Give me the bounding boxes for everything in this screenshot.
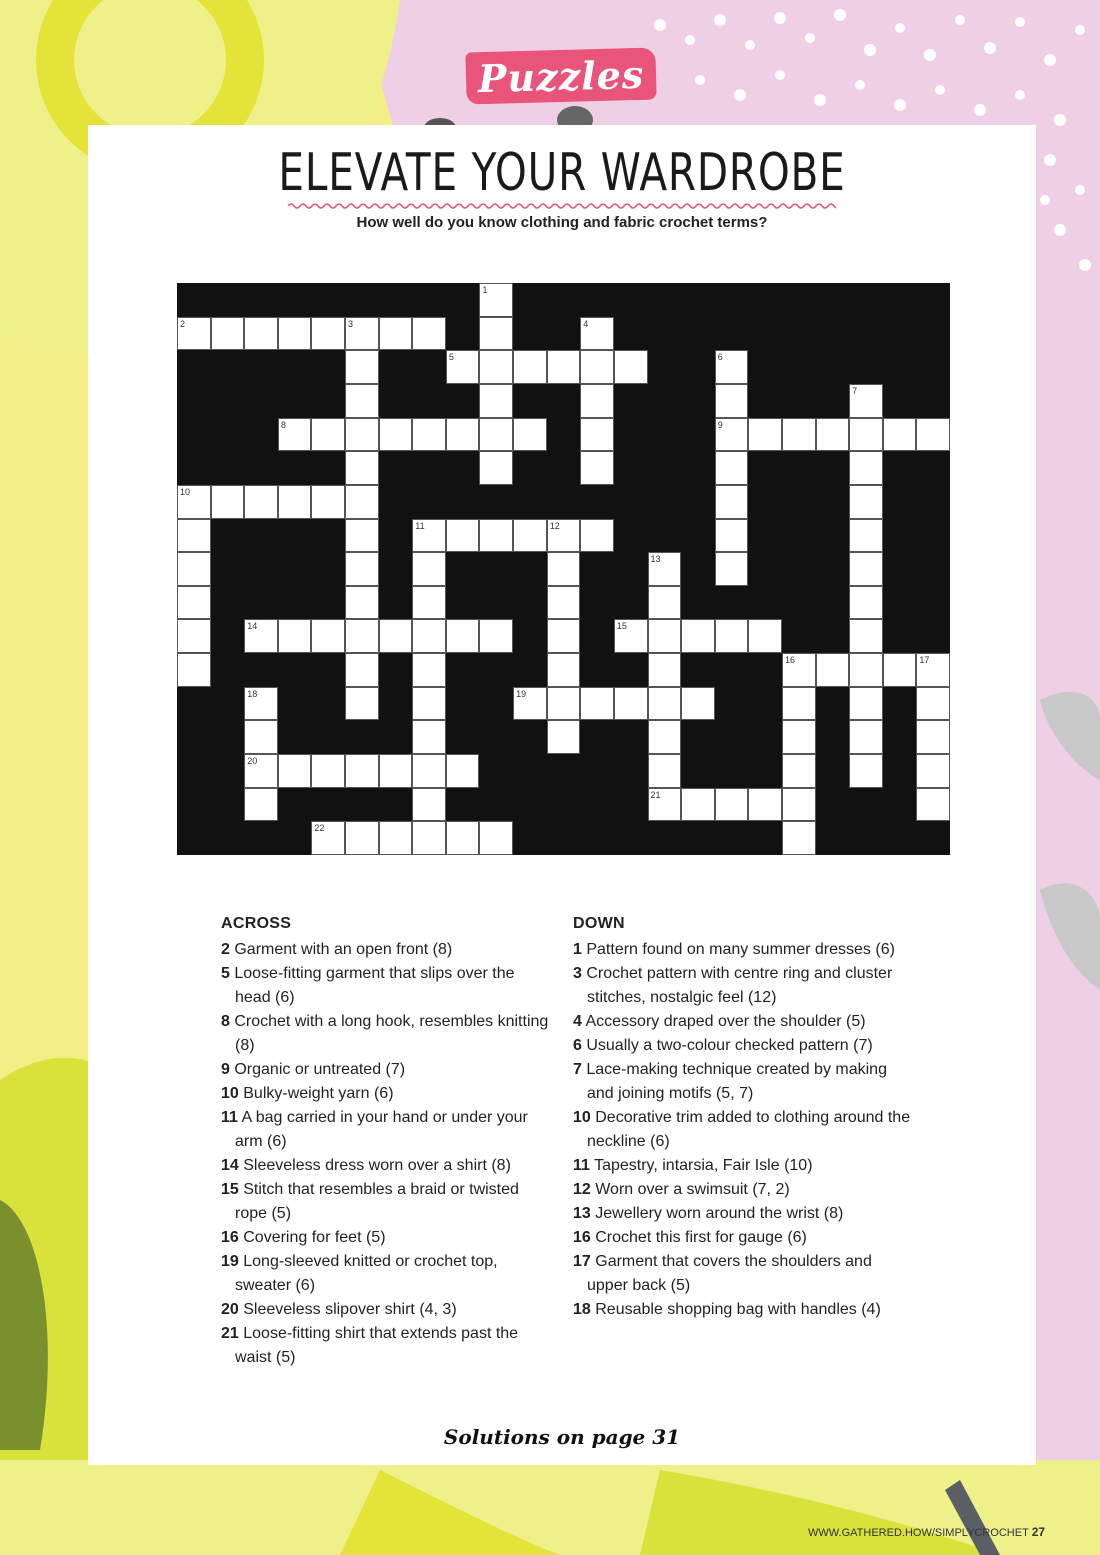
cell-number: 9 [717, 419, 723, 430]
grid-cell[interactable] [782, 418, 816, 452]
grid-cell[interactable] [446, 418, 480, 452]
grid-cell[interactable] [446, 821, 480, 855]
clue-item [573, 1250, 913, 1298]
clue-text: Long-sleeved knitted or crochet top, sweater (6) [235, 1253, 498, 1294]
grid-cell[interactable] [715, 552, 749, 586]
clue-text: Pattern found on many summer dresses (6) [581, 941, 895, 958]
grid-cell[interactable] [614, 350, 648, 384]
grid-cell[interactable] [715, 451, 749, 485]
cell-number: 21 [650, 789, 661, 800]
grid-cell[interactable] [748, 619, 782, 653]
cell-number: 14 [247, 621, 258, 632]
grid-cell[interactable] [177, 552, 211, 586]
grid-cell[interactable] [446, 619, 480, 653]
grid-cell[interactable] [412, 788, 446, 822]
clue-number: 16 [221, 1229, 239, 1246]
grid-cell[interactable] [412, 418, 446, 452]
cell-number: 15 [616, 621, 627, 632]
grid-cell[interactable] [782, 821, 816, 855]
grid-cell[interactable] [580, 418, 614, 452]
clue-item [573, 1202, 913, 1226]
clue-item [573, 1106, 913, 1154]
cell-number: 10 [180, 486, 191, 497]
grid-cell[interactable] [345, 519, 379, 553]
grid-cell[interactable] [479, 350, 513, 384]
solutions-note: Solutions on page 31 [443, 1425, 681, 1449]
clue-text: Crochet pattern with centre ring and cluster stitches, nostalgic feel (12) [581, 965, 893, 1006]
clue-item [573, 1226, 913, 1250]
grid-cell[interactable] [547, 687, 581, 721]
grid-cell[interactable] [782, 720, 816, 754]
clue-item [573, 1034, 913, 1058]
grid-cell[interactable] [244, 485, 278, 519]
grid-cell[interactable] [412, 821, 446, 855]
grid-cell[interactable] [479, 418, 513, 452]
clue-item [573, 1178, 913, 1202]
grid-cell[interactable] [311, 619, 345, 653]
grid-cell[interactable] [345, 552, 379, 586]
clue-number: 12 [573, 1181, 591, 1198]
clue-text: Jewellery worn around the wrist (8) [590, 1205, 844, 1222]
grid-cell[interactable] [849, 687, 883, 721]
grid-cell[interactable] [782, 653, 816, 687]
grid-cell[interactable] [412, 653, 446, 687]
grid-cell[interactable] [311, 418, 345, 452]
grid-cell[interactable] [412, 754, 446, 788]
grid-cell[interactable] [345, 619, 379, 653]
down-heading: DOWN [573, 915, 625, 932]
grid-cell[interactable] [311, 754, 345, 788]
clue-text: Organic or untreated (7) [229, 1061, 406, 1078]
cell-number: 17 [919, 655, 930, 666]
grid-cell[interactable] [177, 653, 211, 687]
grid-cell[interactable] [614, 619, 648, 653]
grid-cell[interactable] [916, 788, 950, 822]
grid-cell[interactable] [177, 586, 211, 620]
grid-cell[interactable] [244, 720, 278, 754]
clue-text: Tapestry, intarsia, Fair Isle (10) [589, 1157, 813, 1174]
clue-text: Accessory draped over the shoulder (5) [581, 1013, 866, 1030]
grid-cell[interactable] [849, 519, 883, 553]
clue-item [221, 1322, 551, 1370]
grid-cell[interactable] [580, 451, 614, 485]
grid-cell[interactable] [580, 384, 614, 418]
clue-number: 17 [573, 1253, 591, 1270]
grid-cell[interactable] [547, 552, 581, 586]
grid-cell[interactable] [782, 754, 816, 788]
clue-text: Crochet this first for gauge (6) [590, 1229, 807, 1246]
grid-cell[interactable] [580, 317, 614, 351]
grid-cell[interactable] [849, 754, 883, 788]
grid-cell[interactable] [547, 653, 581, 687]
grid-cell[interactable] [849, 552, 883, 586]
clue-item [573, 962, 913, 1010]
cell-number: 11 [415, 520, 425, 531]
clue-item [573, 1058, 913, 1106]
grid-cell[interactable] [278, 418, 312, 452]
clue-number: 16 [573, 1229, 591, 1246]
grid-cell[interactable] [849, 653, 883, 687]
grid-cell[interactable] [345, 418, 379, 452]
clue-item [573, 1010, 913, 1034]
grid-cell[interactable] [244, 788, 278, 822]
clue-number: 6 [573, 1037, 582, 1054]
cell-number: 5 [448, 352, 454, 363]
grid-cell[interactable] [345, 317, 379, 351]
grid-cell[interactable] [278, 485, 312, 519]
clue-number: 11 [221, 1109, 238, 1126]
grid-cell[interactable] [446, 754, 480, 788]
grid-cell[interactable] [345, 485, 379, 519]
grid-cell[interactable] [715, 384, 749, 418]
grid-cell[interactable] [849, 418, 883, 452]
grid-cell[interactable] [177, 317, 211, 351]
grid-cell[interactable] [345, 350, 379, 384]
grid-cell[interactable] [748, 788, 782, 822]
grid-cell[interactable] [311, 317, 345, 351]
grid-cell[interactable] [278, 619, 312, 653]
grid-cell[interactable] [816, 653, 850, 687]
clue-number: 20 [221, 1301, 239, 1318]
grid-cell[interactable] [883, 418, 917, 452]
grid-cell[interactable] [479, 317, 513, 351]
clue-number: 7 [573, 1061, 582, 1078]
grid-cell[interactable] [311, 821, 345, 855]
crossword-grid [177, 283, 950, 860]
grid-cell[interactable] [479, 619, 513, 653]
grid-cell[interactable] [311, 485, 345, 519]
grid-cell[interactable] [580, 519, 614, 553]
clue-text: Sleeveless dress worn over a shirt (8) [238, 1157, 511, 1174]
grid-cell[interactable] [916, 418, 950, 452]
page-number: 27 [1031, 1525, 1046, 1539]
grid-cell[interactable] [412, 619, 446, 653]
clue-text: Covering for feet (5) [238, 1229, 386, 1246]
clue-item [573, 938, 913, 962]
grid-cell[interactable] [580, 687, 614, 721]
clue-item [573, 1154, 913, 1178]
grid-cell[interactable] [681, 619, 715, 653]
footer-url[interactable]: WWW.GATHERED.HOW/SIMPLYCROCHET [808, 1527, 1029, 1539]
clue-number: 21 [221, 1325, 239, 1342]
grid-cell[interactable] [446, 519, 480, 553]
clue-item [221, 938, 551, 962]
grid-cell[interactable] [849, 619, 883, 653]
grid-cell[interactable] [715, 788, 749, 822]
page-title: ELEVATE YOUR WARDROBE [278, 143, 846, 203]
grid-cell[interactable] [648, 653, 682, 687]
cell-number: 16 [784, 655, 795, 666]
cell-number: 12 [549, 520, 560, 531]
grid-cell[interactable] [547, 586, 581, 620]
grid-cell[interactable] [379, 317, 413, 351]
grid-cell[interactable] [379, 418, 413, 452]
clue-text: Decorative trim added to clothing around the neckline (6) [587, 1109, 911, 1150]
clue-text: Lace-making technique created by making and joining motifs (5, 7) [581, 1061, 887, 1102]
grid-cell[interactable] [849, 451, 883, 485]
grid-cell[interactable] [715, 418, 749, 452]
clue-text: Worn over a swimsuit (7, 2) [590, 1181, 790, 1198]
grid-cell[interactable] [379, 754, 413, 788]
grid-cell[interactable] [816, 418, 850, 452]
grid-cell[interactable] [345, 384, 379, 418]
grid-cell[interactable] [681, 687, 715, 721]
grid-cell[interactable] [715, 485, 749, 519]
down-clues [573, 915, 913, 1322]
grid-cell[interactable] [782, 788, 816, 822]
clue-text: Reusable shopping bag with handles (4) [590, 1301, 881, 1318]
grid-cell[interactable] [648, 720, 682, 754]
clue-number: 19 [221, 1253, 239, 1270]
grid-cell[interactable] [715, 619, 749, 653]
clue-item [221, 1298, 551, 1322]
grid-cell[interactable] [715, 519, 749, 553]
clue-item [221, 1250, 551, 1298]
grid-cell[interactable] [479, 283, 513, 317]
clue-item [221, 1154, 551, 1178]
clue-number: 18 [573, 1301, 591, 1318]
grid-cell[interactable] [648, 788, 682, 822]
grid-cell[interactable] [412, 586, 446, 620]
clue-number: 1 [573, 941, 582, 958]
cell-number: 1 [482, 285, 488, 295]
grid-cell[interactable] [916, 720, 950, 754]
clue-number: 15 [221, 1181, 239, 1198]
grid-cell[interactable] [379, 619, 413, 653]
cell-number: 8 [280, 419, 286, 430]
clue-number: 9 [221, 1061, 230, 1078]
cell-number: 2 [180, 318, 186, 329]
grid-cell[interactable] [379, 821, 413, 855]
puzzle-card [88, 125, 1036, 1465]
clue-number: 14 [221, 1157, 239, 1174]
grid-cell[interactable] [547, 720, 581, 754]
clue-number: 11 [573, 1157, 590, 1174]
grid-cell[interactable] [849, 384, 883, 418]
clue-text: Bulky-weight yarn (6) [238, 1085, 394, 1102]
grid-cell[interactable] [211, 485, 245, 519]
across-heading: ACROSS [221, 915, 292, 932]
grid-cell[interactable] [849, 586, 883, 620]
clue-text: Usually a two-colour checked pattern (7) [581, 1037, 873, 1054]
wavy-divider [288, 201, 836, 211]
clue-item [221, 1058, 551, 1082]
grid-cell[interactable] [479, 451, 513, 485]
clue-item [221, 1010, 551, 1058]
down-clue-list [573, 938, 913, 1322]
clue-number: 10 [573, 1109, 591, 1126]
clue-text: A bag carried in your hand or under your arm (6) [235, 1109, 528, 1150]
grid-cell[interactable] [916, 687, 950, 721]
cell-number: 18 [247, 688, 258, 699]
clue-text: Stitch that resembles a braid or twisted rope (5) [235, 1181, 519, 1222]
grid-cell[interactable] [614, 687, 648, 721]
grid-cell[interactable] [244, 687, 278, 721]
grid-cell[interactable] [345, 451, 379, 485]
grid-cell[interactable] [849, 720, 883, 754]
clue-number: 13 [573, 1205, 591, 1222]
cell-number: 3 [348, 318, 354, 329]
across-clue-list [221, 938, 551, 1370]
grid-cell[interactable] [648, 687, 682, 721]
grid-cell[interactable] [580, 350, 614, 384]
clue-item [221, 1106, 551, 1154]
grid-cell[interactable] [648, 754, 682, 788]
grid-cell[interactable] [244, 317, 278, 351]
clue-item [221, 1226, 551, 1250]
grid-cell[interactable] [916, 754, 950, 788]
page-footer [808, 1525, 1045, 1539]
clue-text: Crochet with a long hook, resembles knitting (8) [229, 1013, 549, 1054]
clue-number: 3 [573, 965, 582, 982]
grid-cell[interactable] [177, 485, 211, 519]
grid-cell[interactable] [412, 317, 446, 351]
clue-item [221, 1178, 551, 1226]
clue-item [221, 1082, 551, 1106]
clue-text: Loose-fitting shirt that extends past the waist (5) [235, 1325, 519, 1366]
grid-cell[interactable] [782, 687, 816, 721]
section-banner: Puzzles [465, 48, 656, 105]
grid-cell[interactable] [513, 418, 547, 452]
grid-cell[interactable] [345, 687, 379, 721]
cell-number: 7 [852, 385, 858, 396]
grid-cell[interactable] [513, 350, 547, 384]
grid-cell[interactable] [278, 754, 312, 788]
grid-cell[interactable] [446, 350, 480, 384]
grid-cell[interactable] [648, 586, 682, 620]
grid-cell[interactable] [681, 788, 715, 822]
grid-cell[interactable] [748, 418, 782, 452]
grid-cell[interactable] [547, 350, 581, 384]
grid-cell[interactable] [849, 485, 883, 519]
page-subtitle: How well do you know clothing and fabric crochet terms? [356, 214, 768, 231]
cell-number: 20 [247, 756, 258, 767]
cell-number: 6 [717, 352, 723, 363]
grid-cell[interactable] [648, 619, 682, 653]
clue-number: 4 [573, 1013, 582, 1030]
grid-cell[interactable] [345, 821, 379, 855]
grid-cell[interactable] [479, 384, 513, 418]
grid-cell[interactable] [211, 317, 245, 351]
grid-cell[interactable] [479, 821, 513, 855]
clue-item [221, 962, 551, 1010]
grid-cell[interactable] [513, 687, 547, 721]
across-clues [221, 915, 551, 1370]
cell-number: 4 [583, 318, 589, 329]
clue-number: 8 [221, 1013, 230, 1030]
clue-text: Loose-fitting garment that slips over the head (6) [229, 965, 515, 1006]
grid-cell[interactable] [345, 586, 379, 620]
grid-cell[interactable] [278, 317, 312, 351]
clue-number: 10 [221, 1085, 239, 1102]
cell-number: 22 [314, 823, 325, 834]
grid-cell[interactable] [513, 519, 547, 553]
grid-cell[interactable] [177, 619, 211, 653]
grid-cell[interactable] [916, 653, 950, 687]
grid-cell[interactable] [479, 519, 513, 553]
grid-cell[interactable] [177, 519, 211, 553]
grid-cell[interactable] [648, 552, 682, 586]
grid-cell[interactable] [345, 653, 379, 687]
grid-cell[interactable] [244, 619, 278, 653]
grid-cell[interactable] [244, 754, 278, 788]
grid-cell[interactable] [412, 687, 446, 721]
grid-cell[interactable] [412, 720, 446, 754]
grid-cell[interactable] [345, 754, 379, 788]
clue-item [573, 1298, 913, 1322]
cell-number: 19 [516, 688, 527, 699]
grid-cell[interactable] [547, 519, 581, 553]
clue-text: Garment that covers the shoulders and upper back (5) [587, 1253, 872, 1294]
grid-cell[interactable] [715, 350, 749, 384]
grid-cell[interactable] [883, 653, 917, 687]
clue-number: 2 [221, 941, 230, 958]
clue-text: Sleeveless slipover shirt (4, 3) [238, 1301, 457, 1318]
cell-number: 13 [650, 554, 661, 565]
clue-text: Garment with an open front (8) [229, 941, 453, 958]
grid-cell[interactable] [412, 552, 446, 586]
grid-cell[interactable] [412, 519, 446, 553]
grid-cell[interactable] [547, 619, 581, 653]
clue-number: 5 [221, 965, 230, 982]
